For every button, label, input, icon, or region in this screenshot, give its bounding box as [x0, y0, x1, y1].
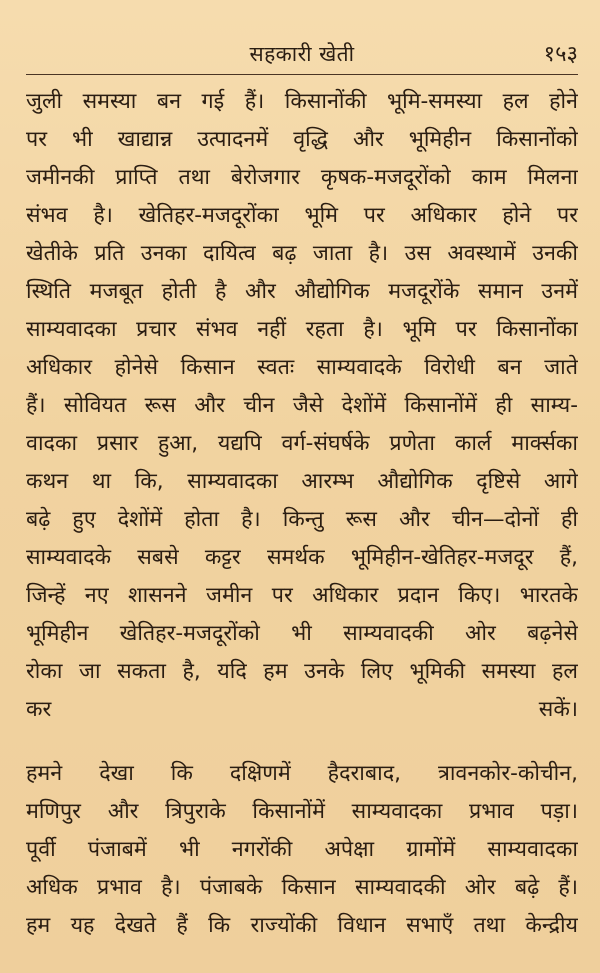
text-line: संभव है। खेतिहर-मजदूरोंका भूमि पर अधिकार होने पर: [26, 203, 578, 228]
text-line: कर सकें।: [26, 697, 578, 722]
text-line: हम यह देखते हैं कि राज्योंकी विधान सभाएँ तथा केन्द्रीय: [26, 913, 578, 938]
text-line: जमीनकी प्राप्ति तथा बेरोजगार कृषक-मजदूरोंको काम मिलना: [26, 165, 578, 190]
text-line: जुली समस्या बन गई हैं। किसानोंकी भूमि-समस्या हल होने: [26, 89, 578, 114]
text-line: भूमिहीन खेतिहर-मजदूरोंको भी साम्यवादकी ओर बढ़नेसे: [26, 621, 578, 646]
paragraph-1: [26, 83, 578, 729]
text-line: हैं। सोवियत रूस और चीन जैसे देशोंमें किसानोंमें ही साम्य-: [26, 393, 578, 418]
text-line: साम्यवादका प्रचार संभव नहीं रहता है। भूमि पर किसानोंका: [26, 317, 578, 342]
text-line: कथन था कि, साम्यवादका आरम्भ औद्योगिक दृष्टिसे आगे: [26, 469, 578, 494]
text-line: पूर्वी पंजाबमें भी नगरोंकी अपेक्षा ग्रामोंमें साम्यवादका: [26, 837, 578, 862]
text-line: बढ़े हुए देशोंमें होता है। किन्तु रूस और चीन—दोनों ही: [26, 507, 578, 532]
page-number: १५३: [543, 42, 578, 67]
paragraph-gap: [26, 729, 578, 755]
text-line: साम्यवादके सबसे कट्टर समर्थक भूमिहीन-खेतिहर-मजदूर हैं,: [26, 545, 578, 570]
text-line: अधिकार होनेसे किसान स्वतः साम्यवादके विरोधी बन जाते: [26, 355, 578, 380]
text-line: हमने देखा कि दक्षिणमें हैदराबाद, त्रावनकोर-कोचीन,: [26, 761, 578, 786]
text-line: स्थिति मजबूत होती है और औद्योगिक मजदूरोंके समान उनमें: [26, 279, 578, 304]
paragraph-2: [26, 755, 578, 945]
running-header: [26, 30, 578, 75]
text-line: पर भी खाद्यान्न उत्पादनमें वृद्धि और भूमिहीन किसानोंको: [26, 127, 578, 152]
text-line: रोका जा सकता है, यदि हम उनके लिए भूमिकी समस्या हल: [26, 659, 578, 684]
text-line: अधिक प्रभाव है। पंजाबके किसान साम्यवादकी ओर बढ़े हैं।: [26, 875, 578, 900]
running-title: सहकारी खेती: [249, 42, 355, 66]
text-line: वादका प्रसार हुआ, यद्यपि वर्ग-संघर्षके प्रणेता कार्ल मार्क्सका: [26, 431, 578, 456]
text-line: खेतीके प्रति उनका दायित्व बढ़ जाता है। उस अवस्थामें उनकी: [26, 241, 578, 266]
text-line: जिन्हें नए शासनने जमीन पर अधिकार प्रदान किए। भारतके: [26, 583, 578, 608]
text-line: मणिपुर और त्रिपुराके किसानोंमें साम्यवादका प्रभाव पड़ा।: [26, 799, 578, 824]
